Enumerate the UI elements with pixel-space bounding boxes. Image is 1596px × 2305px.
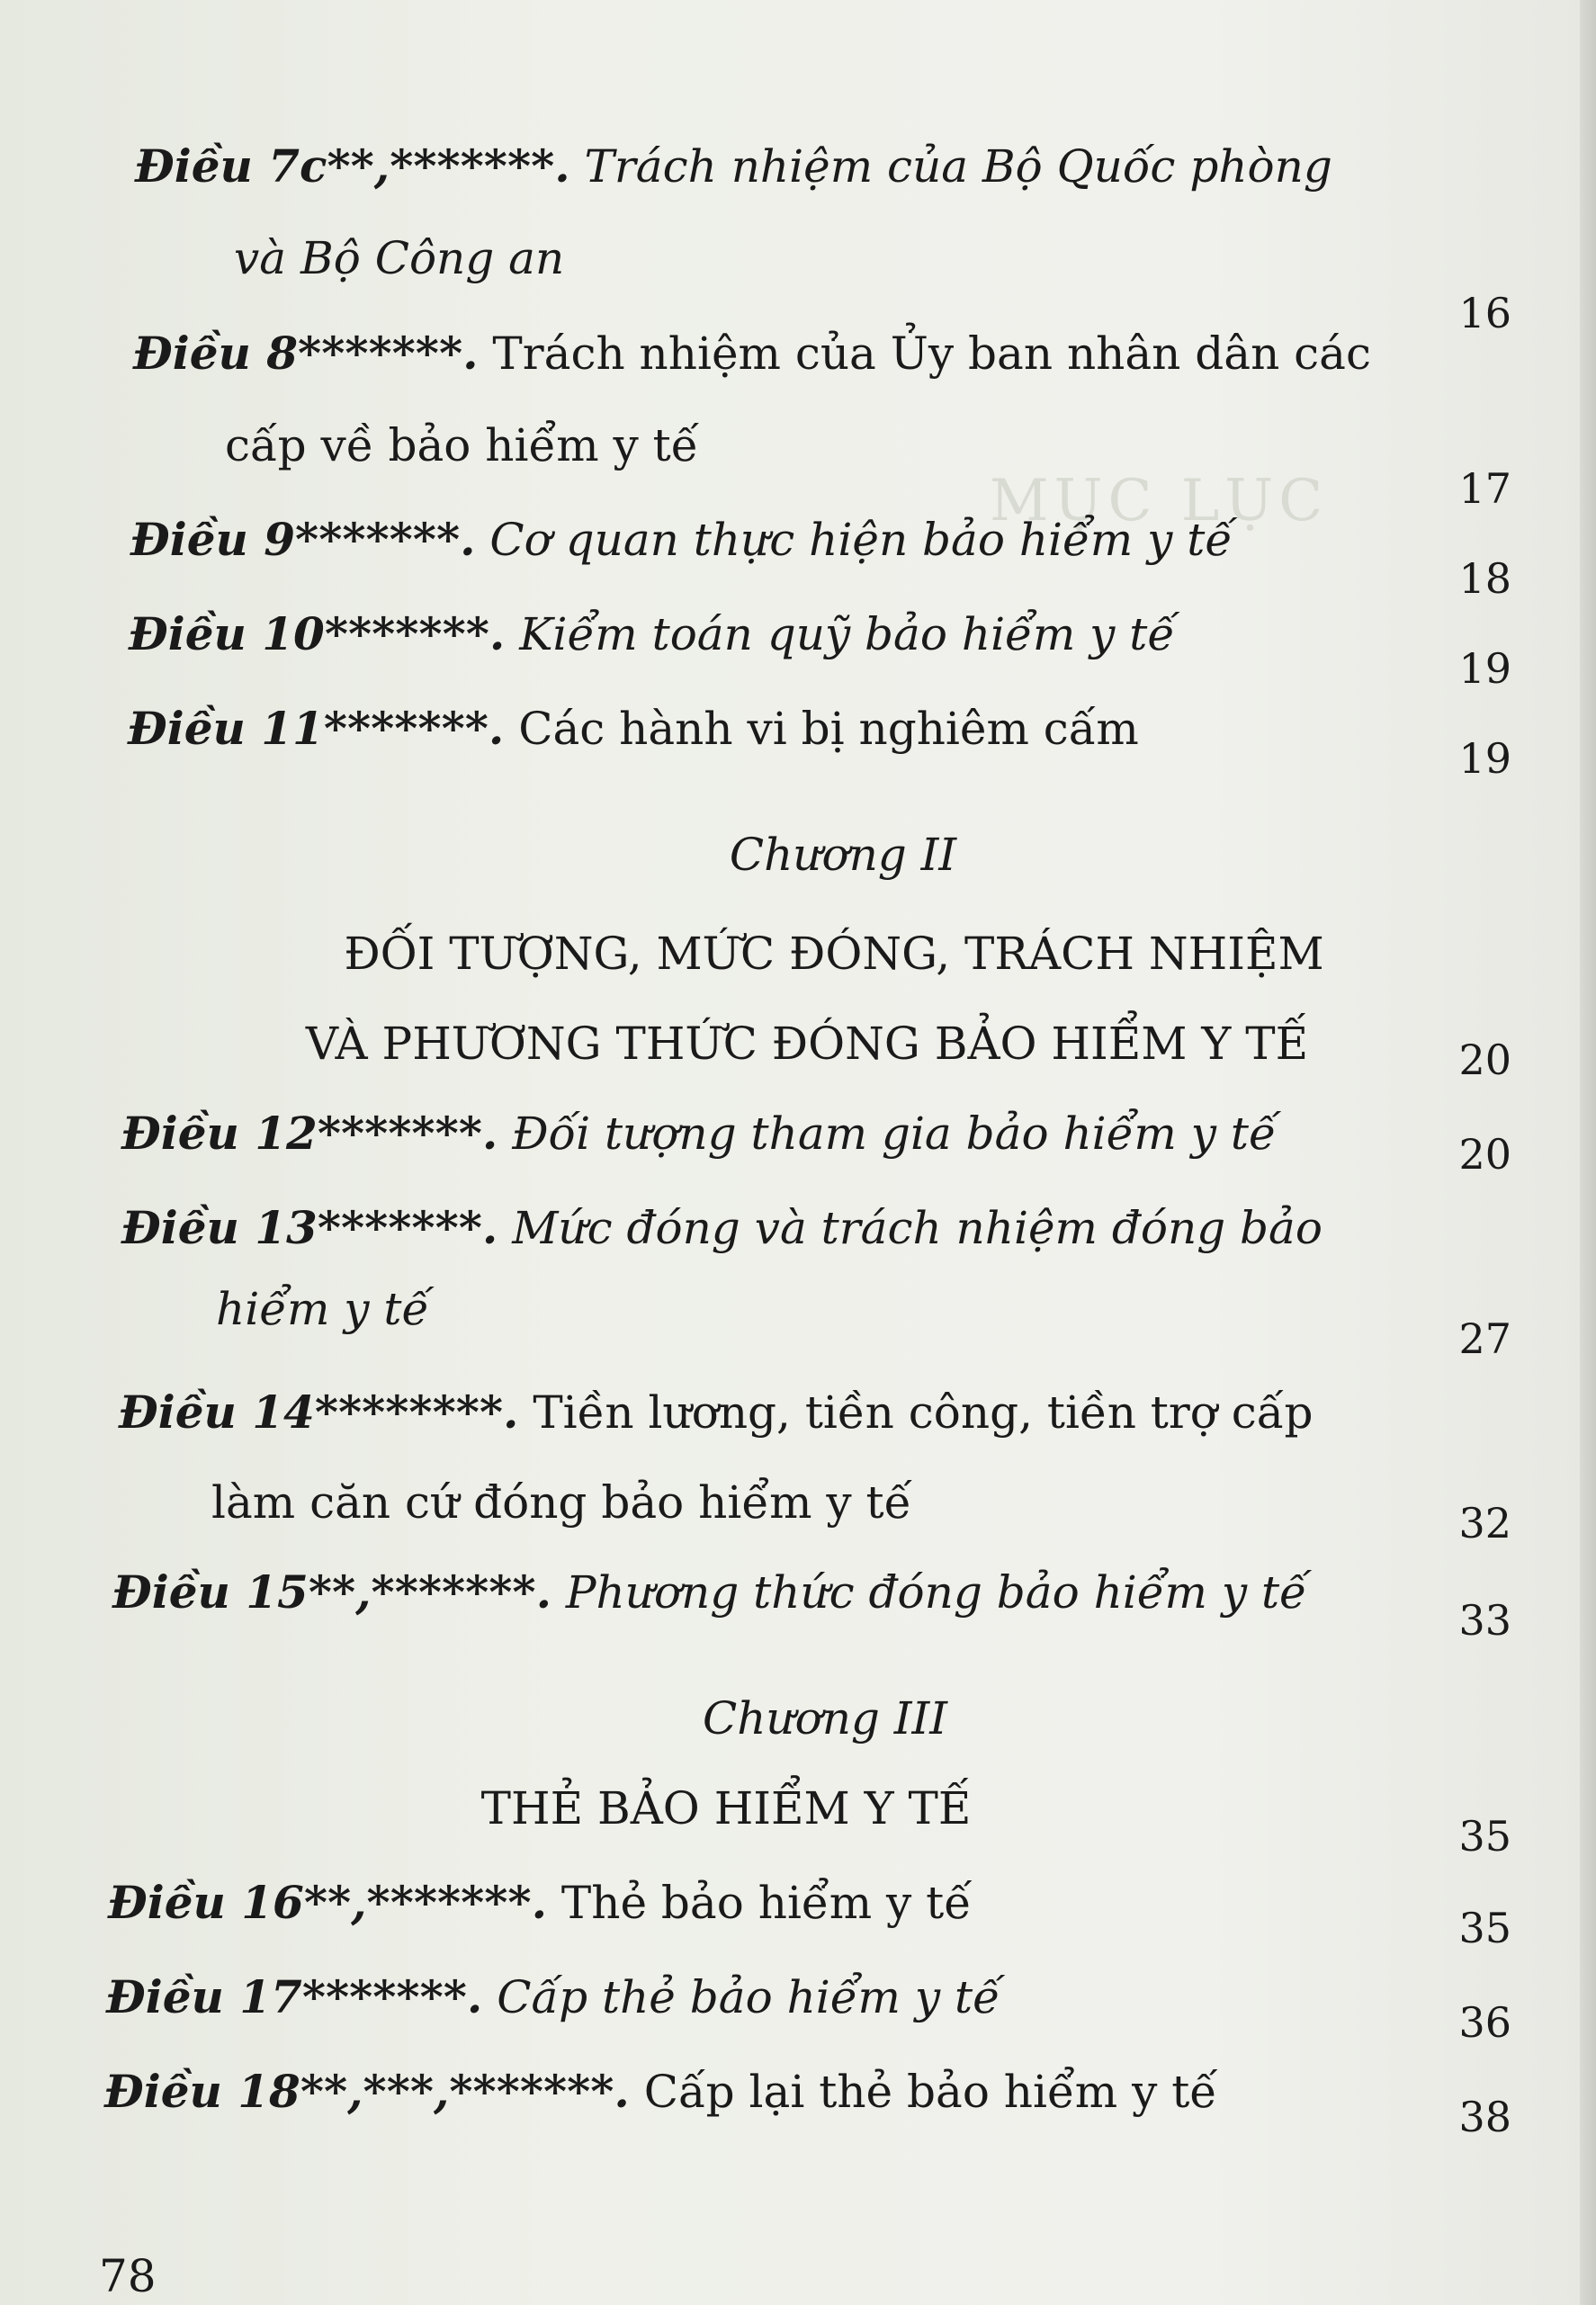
- toc-entry-15: [112, 1565, 1307, 1619]
- page-number: 27: [1458, 1314, 1511, 1363]
- entry-head: Điều 11*******.: [128, 702, 505, 755]
- toc-entry-16: [108, 1876, 972, 1929]
- entry-title: Trách nhiệm của Bộ Quốc phòng: [569, 140, 1332, 193]
- toc-entry-17: [106, 1970, 1000, 2023]
- entry-head: Điều 15**,*******.: [112, 1565, 551, 1619]
- toc-entry-14-cont: làm căn cứ đóng bảo hiểm y tế: [211, 1476, 912, 1529]
- page-number: 17: [1458, 464, 1511, 513]
- entry-head: Điều 7c**,*******.: [135, 139, 570, 193]
- entry-title: Trách nhiệm của Ủy ban nhân dân các: [478, 327, 1371, 380]
- toc-entry-7c-cont: và Bộ Công an: [234, 232, 565, 284]
- toc-entry-11: [128, 702, 1139, 755]
- toc-entry-12: [121, 1107, 1277, 1160]
- entry-head: Điều 13*******.: [121, 1201, 498, 1254]
- page-number: 20: [1458, 1130, 1511, 1179]
- entry-title: Phương thức đóng bảo hiểm y tế: [551, 1566, 1307, 1619]
- entry-head: Điều 18**,***,*******.: [104, 2065, 630, 2118]
- entry-title: Cấp lại thẻ bảo hiểm y tế: [629, 2066, 1218, 2118]
- chapter-label: Chương II: [729, 829, 957, 881]
- entry-title: Cấp thẻ bảo hiểm y tế: [482, 1971, 1000, 2023]
- toc-entry-9: [130, 513, 1233, 566]
- entry-title: Các hành vi bị nghiêm cấm: [504, 703, 1139, 755]
- toc-entry-18: [104, 2065, 1218, 2118]
- page-number: 19: [1458, 734, 1511, 783]
- entry-head: Điều 17*******.: [106, 1970, 483, 2023]
- page-number: 18: [1458, 554, 1511, 603]
- entry-title: Kiểm toán quỹ bảo hiểm y tế: [505, 608, 1176, 660]
- entry-title: Thẻ bảo hiểm y tế: [547, 1877, 972, 1929]
- chapter-title: ĐỐI TƯỢNG, MỨC ĐÓNG, TRÁCH NHIỆM: [344, 928, 1324, 980]
- page-number: 36: [1458, 1998, 1511, 2047]
- entry-title: Mức đóng và trách nhiệm đóng bảo: [498, 1202, 1323, 1254]
- toc-entry-8: [133, 327, 1371, 380]
- chapter-title: THẺ BẢO HIỂM Y TẾ: [480, 1782, 972, 1834]
- page-number: 32: [1458, 1499, 1511, 1547]
- toc-entry-14: [119, 1386, 1314, 1439]
- page-number: 38: [1458, 2093, 1511, 2141]
- chapter-title-cont: VÀ PHƯƠNG THỨC ĐÓNG BẢO HIỂM Y TẾ: [305, 1018, 1309, 1070]
- entry-title: Đối tượng tham gia bảo hiểm y tế: [498, 1108, 1277, 1160]
- toc-entry-7c: [135, 139, 1332, 193]
- page-number: 35: [1458, 1812, 1511, 1861]
- page-number: 19: [1458, 644, 1511, 693]
- entry-head: Điều 12*******.: [121, 1107, 498, 1160]
- page-number: 33: [1458, 1596, 1511, 1645]
- toc-entry-13-cont: hiểm y tế: [216, 1283, 430, 1335]
- entry-head: Điều 8*******.: [133, 327, 479, 380]
- toc-entry-10: [129, 607, 1176, 660]
- page-number: 35: [1458, 1904, 1511, 1952]
- entry-title: Cơ quan thực hiện bảo hiểm y tế: [475, 514, 1233, 566]
- chapter-label: Chương III: [702, 1692, 948, 1744]
- entry-head: Điều 10*******.: [129, 607, 506, 660]
- entry-title: Tiền lương, tiền công, tiền trợ cấp: [518, 1386, 1314, 1439]
- folio-page-number: 78: [99, 2250, 157, 2302]
- bleed-through-heading: MỤC LỤC: [990, 468, 1329, 534]
- entry-head: Điều 16**,*******.: [108, 1876, 547, 1929]
- toc-entry-13: [121, 1201, 1323, 1254]
- entry-head: Điều 14********.: [119, 1386, 519, 1439]
- page-number: 16: [1458, 289, 1511, 337]
- entry-head: Điều 9*******.: [130, 513, 476, 566]
- page-number: 20: [1458, 1036, 1511, 1084]
- toc-entry-8-cont: cấp về bảo hiểm y tế: [225, 419, 699, 471]
